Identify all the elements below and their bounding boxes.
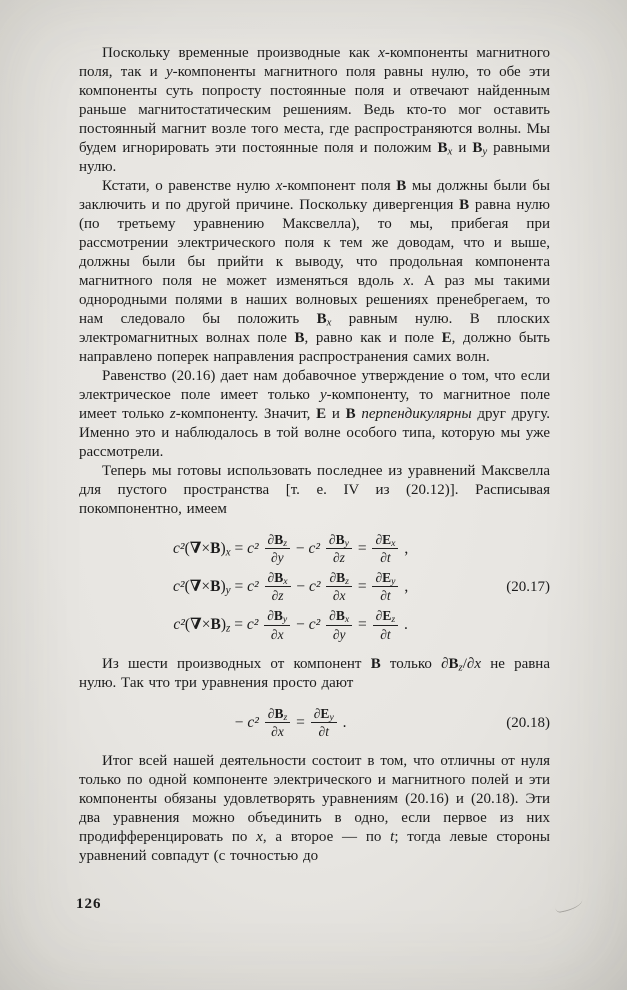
paragraph-4: Теперь мы готовы использовать последнее из уравнений Максвелла для пустого пространства [т. е. IV из (20.12)]. Расписывая покомпонентно, имеем — [79, 463, 550, 517]
paragraph-3: Равенство (20.16) дает нам добавочное утверждение о том, что если электрическое поле имеет только y-компоненту, то магнитное поле имеет только z-компоненту. Значит, E и B перпендикулярны друг другу. Именно это и наблюдалось в той волне особого типа, которую мы уже рассмотрели. — [79, 368, 550, 460]
equation-rows-20-17 — [79, 528, 502, 648]
equation-row-x: c²(∇×B)x = c² $\frac{\partial Bz}{\partial y}$ − c² $\frac{\partial By}{\partial z}$ = $\frac{\partial Ex}{\partial t}$ , — [173, 532, 409, 566]
equation-row-single: − c² $\frac{\partial Bz}{\partial x}$ = $\frac{\partial Ey}{\partial t}$ . — [234, 705, 347, 739]
paragraph-6: Итог всей нашей деятельности состоит в том, что отличны от нуля только по одной компоненте электрического и магнитного полей и эти компоненты обязаны удовлетворять уравнениям (20.16) и (20.18). Эти два уравнения можно объединить в одно, если первое из них продифференцировать по x, а второе — по t; тогда левые стороны уравнений совпадут (с точностью до — [79, 752, 550, 864]
paragraph-5: Из шести производных от компонент B только ∂Bz/∂x не равна нулю. Так что три уравнения просто дают — [79, 655, 550, 691]
paragraph-1: Поскольку временные производные как x-компоненты магнитного поля, так и y-компоненты магнитного поля равны нулю, то обе эти компоненты суть попросту постоянные поля и отвечают найденным раньше магнитостатическим решениям. Ведь кто-то мог оставить постоянный магнит возле того места, где распространяются волны. Мы будем игнорировать эти постоянные поля и положим Bx и By равными нулю. — [79, 45, 551, 175]
text-column — [79, 44, 550, 866]
equation-label-20-18: (20.18) — [506, 714, 550, 731]
page-number: 126 — [76, 896, 102, 912]
equation-block-20-18 — [79, 702, 550, 745]
equation-row-y: c²(∇×B)y = c² $\frac{\partial Bx}{\partial z}$ − c² $\frac{\partial Bz}{\partial x}$ = $\frac{\partial Ey}{\partial t}$ , — [173, 570, 409, 604]
scan-artifact-mark — [554, 898, 583, 914]
equation-block-20-17 — [79, 528, 550, 648]
paragraph-2: Кстати, о равенстве нулю x-компонент поля B мы должны были бы заключить и по другой причине. Поскольку дивергенция B равна нулю (по третьему уравнению Максвелла), то мы, прибегая при рассмотрении электрического поля к тем же доводам, что и выше, должны были бы прийти к выводу, что продольная компонента магнитного поля не может изменяться вдоль x. А раз мы такими однородными полями в наших волновых решениях пренебрегаем, то нам следовало бы положить Bx равным нулю. В плоских электромагнитных волнах поле B, равно как и поле E, должно быть направлено поперек направления распространения самих волн. — [79, 178, 550, 365]
equation-row-z: c²(∇×B)z = c² $\frac{\partial By}{\partial x}$ − c² $\frac{\partial Bx}{\partial y}$ = $\frac{\partial Ez}{\partial t}$ . — [173, 608, 408, 642]
equation-label-20-17: (20.17) — [506, 579, 550, 596]
equation-rows-20-18 — [79, 702, 502, 745]
